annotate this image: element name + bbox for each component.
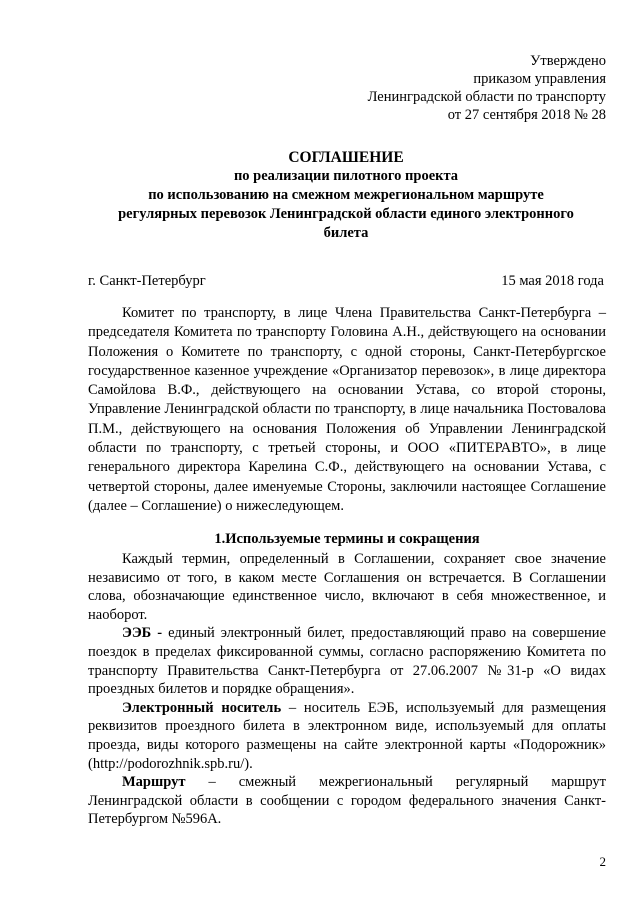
- preamble-block: [88, 304, 606, 516]
- document-place: г. Санкт-Петербург: [88, 273, 206, 289]
- definition-carrier-text: – носитель ЕЭБ, используемый для размещения реквизитов проездного билета в электронном виде, используемый для оплаты проезда, виды которого размещены на сайте электронной карты «Подорожник» (http://podorozhnik.spb.ru/).: [88, 699, 606, 772]
- definitions-intro: Каждый термин, определенный в Соглашении, сохраняет свое значение независимо от того, в каком месте Соглашения он встречается. В Соглашении слова, обозначающие единственное число, включают в себя множественное, и наоборот.: [88, 551, 606, 623]
- title-line-3: по использованию на смежном межрегиональном маршруте: [148, 187, 544, 203]
- definition-eeb: [88, 624, 606, 698]
- term-route: Маршрут: [122, 774, 186, 791]
- definition-eeb-text: единый электронный билет, предоставляющий право на совершение поездок в пределах фиксированной суммы, согласно распоряжению Комитета по транспорту Правительства Санкт-Петербурга от 27.06.2007 №31-р «О видах проездных билетов и порядке обращения».: [88, 625, 606, 698]
- term-eeb: ЭЭБ -: [122, 625, 163, 642]
- place-date-row: [88, 272, 604, 290]
- title-line-4: регулярных перевозок Ленинградской области единого электронного: [118, 206, 574, 222]
- term-carrier: Электронный носитель: [122, 699, 282, 716]
- title-main: СОГЛАШЕНИЕ: [288, 149, 404, 166]
- document-date: 15 мая 2018 года: [501, 273, 604, 289]
- title-line-2: по реализации пилотного проекта: [233, 168, 459, 184]
- approval-line-date: от 27 сентября 2018 № 28: [447, 107, 606, 123]
- document-title: [86, 148, 606, 243]
- definitions-block: [88, 550, 606, 829]
- definition-carrier: [88, 699, 606, 773]
- approval-stamp: [306, 52, 606, 124]
- title-line-5: билета: [323, 225, 369, 241]
- approval-line-order: приказом управления: [473, 71, 606, 87]
- preamble-paragraph: Комитет по транспорту, в лице Члена Правительства Санкт-Петербурга – председателя Комитета по транспорту Головина А.Н., действующего на основании Положения о Комитете по транспорту, с одной стороны, Санкт-Петербургское государственное казенное учреждение «Организатор перевозок», в лице директора Самойлова В.Ф., действующего на основании Устава, со второй стороны, Управление Ленинградской области по транспорту, в лице начальника Постовалова П.М., действующего на основания Положения об Управлении Ленинградской области по транспорту, с третьей стороны, и ООО «ПИТЕРАВТО», в лице генерального директора Карелина С.Ф., действующего на основании Устава, с четвертой стороны, далее именуемые Стороны, заключили настоящее Соглашение (далее – Соглашение) о нижеследующем.: [88, 305, 606, 514]
- approval-line-authority: Ленинградской области по транспорту: [367, 89, 606, 105]
- section-1-title: 1.Используемые термины и сокращения: [214, 531, 480, 547]
- definition-route: [88, 773, 606, 829]
- approval-line-approved: Утверждено: [530, 53, 606, 69]
- page-number: 2: [599, 854, 606, 869]
- definition-route-text: – смежный межрегиональный регулярный маршрут Ленинградской области в сообщении с городом федерального значения Санкт-Петербургом №596А.: [88, 774, 606, 828]
